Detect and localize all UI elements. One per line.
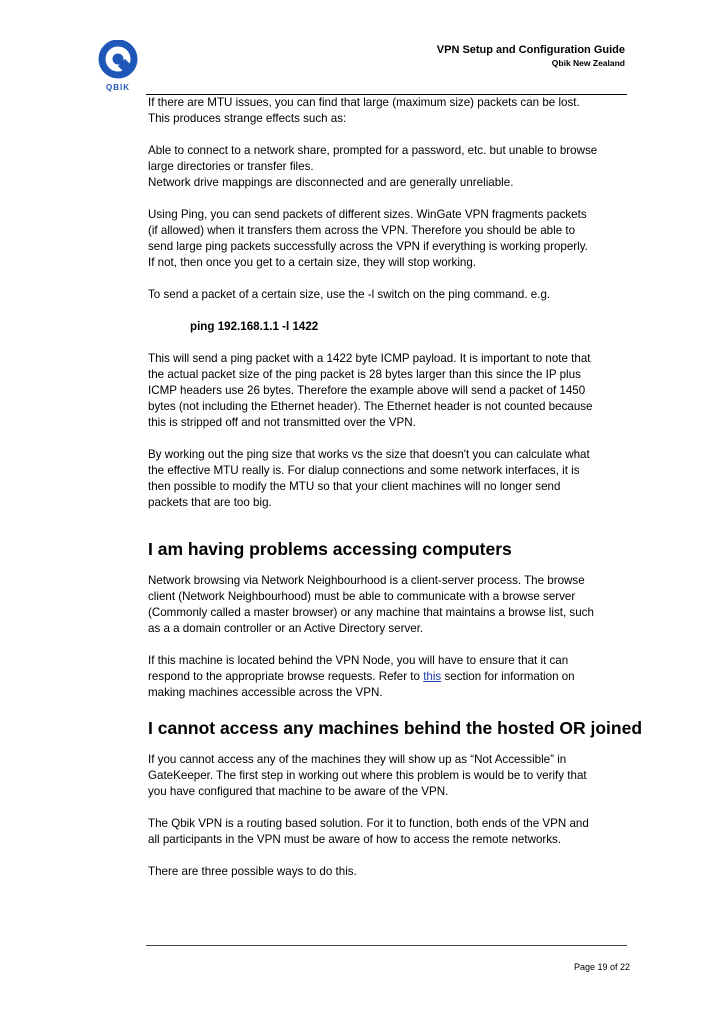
footer-rule [146, 945, 627, 946]
page-header [437, 44, 625, 69]
document-title: VPN Setup and Configuration Guide [436, 44, 625, 56]
page-number: Page 19 of 22 [573, 962, 630, 972]
paragraph-network-browsing: Network browsing via Network Neighbourhood is a client-server process. The browse client (Network Neighbourhood) must be able to communicate with a browse server (Commonly called a master browser) or any machine that maintains a browse list, such as a a domain controller or an Active Directory server. [148, 574, 594, 635]
paragraph-not-accessible: If you cannot access any of the machines they will show up as “Not Accessible” in GateKeeper. The first step in working out where this problem is would be to verify that you have configured that machine to be aware of the VPN. [148, 753, 587, 798]
paragraph-ping: Using Ping, you can send packets of different sizes. WinGate VPN fragments packets (if allowed) when it transfers them across the VPN. Therefore you should be able to send large ping packets successfully across the VPN if everything is working properly. If not, then once you get to a certain size, they will stop working. [148, 208, 588, 269]
vpn-node-text-after: section for information on making machines accessible across the VPN. [148, 670, 575, 699]
ping-command-example: ping 192.168.1.1 -l 1422 [190, 320, 319, 333]
paragraph-three-ways: There are three possible ways to do this. [148, 865, 357, 878]
paragraph-mtu-intro: If there are MTU issues, you can find that large (maximum size) packets can be lost. This produces strange effects such as: [148, 96, 580, 125]
company-name: Qbik New Zealand [551, 58, 625, 68]
document-body [148, 95, 643, 896]
paragraph-routing: The Qbik VPN is a routing based solution. For it to function, both ends of the VPN and all participants in the VPN must be aware of how to access the remote networks. [148, 817, 589, 846]
paragraph-packet-size: This will send a ping packet with a 1422 byte ICMP payload. It is important to note that the actual packet size of the ping packet is 28 bytes larger than this since the IP plus ICMP headers use 26 bytes. Therefore the example above will send a packet of 1450 bytes (not including the Ethernet header). The Ethernet header is not counted because this is stripped off and not transmitted over the VPN. [148, 352, 593, 429]
heading-accessing-computers: I am having problems accessing computers [148, 539, 512, 559]
vpn-node-text-before: If this machine is located behind the VPN Node, you will have to ensure that it can respond to the appropriate browse requests. Refer to [148, 654, 569, 683]
paragraph-effective-mtu: By working out the ping size that works vs the size that doesn't you can calculate what the effective MTU really is. For dialup connections and some network interfaces, it is then possible to modify the MTU so that your client machines will no longer send packets that are too big. [148, 448, 590, 509]
paragraph-ping-switch: To send a packet of a certain size, use the -l switch on the ping command. e.g. [148, 288, 551, 301]
heading-cannot-access-machines: I cannot access any machines behind the hosted OR joined [148, 718, 643, 738]
paragraph-vpn-node [148, 653, 630, 701]
this-section-link[interactable]: this [423, 670, 442, 683]
qbik-logo [94, 40, 142, 92]
logo-text: QBIK [106, 83, 130, 92]
paragraph-symptoms: Able to connect to a network share, prompted for a password, etc. but unable to browse large directories or transfer files. Network drive mappings are disconnected and are generally unreliable. [148, 144, 598, 189]
